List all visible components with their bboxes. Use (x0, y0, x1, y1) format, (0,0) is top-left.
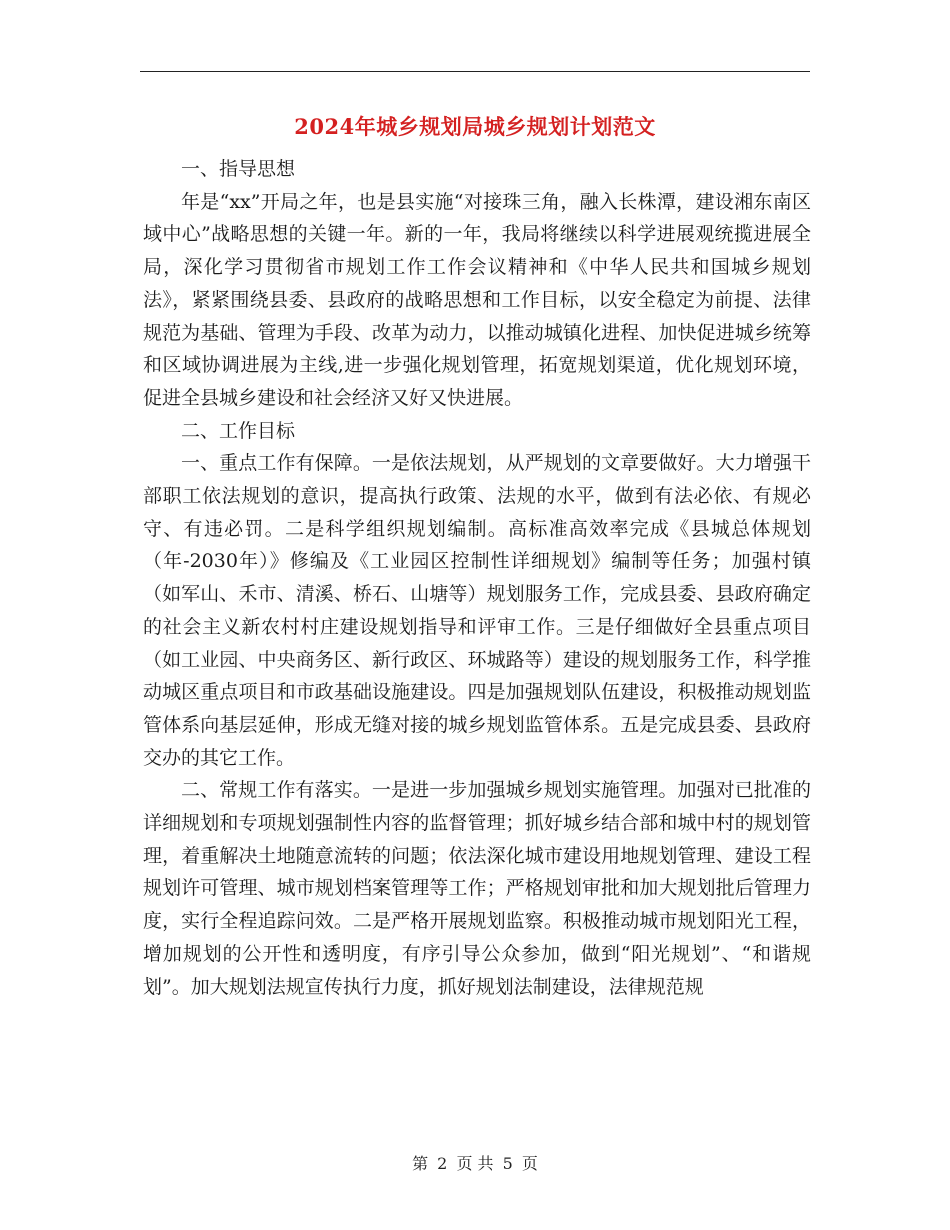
footer-prefix: 第 (412, 1154, 429, 1173)
footer-total-pages: 5 (502, 1154, 513, 1173)
footer-middle: 页 共 (456, 1154, 494, 1173)
body-paragraph: 一、重点工作有保障。一是依法规划，从严规划的文章要做好。大力增强干部职工依法规划的意识，提高执行政策、法规的水平，做到有法必依、有规必守、有违必罚。二是科学组织规划编制。高标准高效率完成《县城总体规划（年-2030年）》修编及《工业园区控制性详细规划》编制等任务；加强村镇（如军山、禾市、清溪、桥石、山塘等）规划服务工作，完成县委、县政府确定的社会主义新农村村庄建设规划指导和评审工作。三是仔细做好全县重点项目（如工业园、中央商务区、新行政区、环城路等）建设的规划服务工作，科学推动城区重点项目和市政基础设施建设。四是加强规划队伍建设，积极推动规划监管体系向基层延伸，形成无缝对接的城乡规划监管体系。五是完成县委、县政府交办的其它工作。 (143, 452, 811, 769)
section-heading-guiding-ideology: 一、指导思想 (181, 158, 296, 180)
body-paragraph: 年是“xx”开局之年，也是县实施“对接珠三角，融入长株潭，建设湘东南区域中心”战略思想的关键一年。新的一年，我局将继续以科学进展观统揽进展全局，深化学习贯彻省市规划工作工作会议精神和《中华人民共和国城乡规划法》，紧紧围绕县委、县政府的战略思想和工作目标，以安全稳定为前提、法律规范为基础、管理为手段、改革为动力，以推动城镇化进程、加快促进城乡统筹和区域协调进展为主线,进一步强化规划管理，拓宽规划渠道，优化规划环境，促进全县城乡建设和社会经济又好又快进展。 (143, 190, 811, 409)
body-paragraph: 二、常规工作有落实。一是进一步加强城乡规划实施管理。加强对已批准的详细规划和专项规划强制性内容的监督管理；抓好城乡结合部和城中村的规划管理，着重解决土地随意流转的问题；依法深化城市建设用地规划管理、建设工程规划许可管理、城市规划档案管理等工作；严格规划审批和加大规划批后管理力度，实行全程追踪问效。二是严格开展规划监察。积极推动城市规划阳光工程，增加规划的公开性和透明度，有序引导公众参加，做到“阳光规划”、“和谐规划”。加大规划法规宣传执行力度，抓好规划法制建设，法律规范规 (143, 779, 811, 998)
footer-suffix: 页 (521, 1154, 538, 1173)
page-footer (0, 1152, 950, 1176)
document-title: 2024年城乡规划局城乡规划计划范文 (294, 114, 656, 139)
header-rule (140, 71, 810, 72)
section-heading-work-goals: 二、工作目标 (181, 419, 296, 442)
footer-page-number: 2 (437, 1154, 448, 1173)
document-body (143, 153, 811, 1003)
